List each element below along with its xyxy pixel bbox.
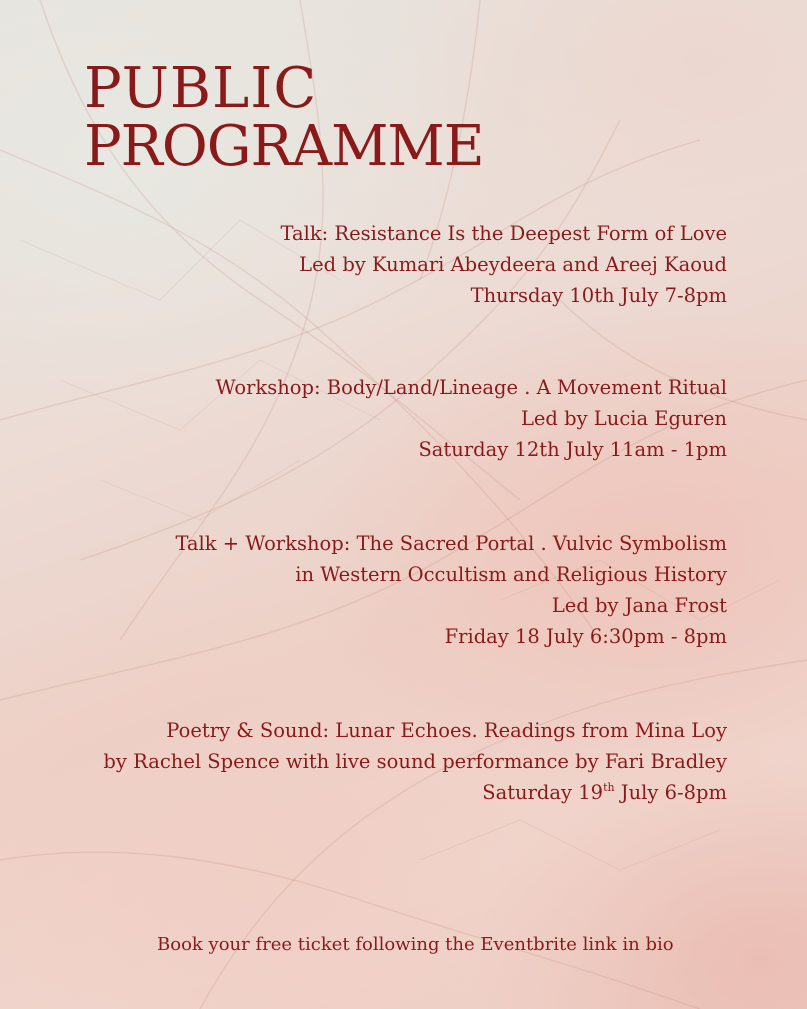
event-sacred-portal: [175, 528, 727, 652]
event-poetry-sound: [103, 715, 727, 808]
title-line-2: PROGRAMME: [84, 114, 484, 179]
event-date-day: Saturday 19: [482, 781, 604, 804]
event-datetime: Saturday 12th July 11am - 1pm: [418, 438, 727, 461]
event-title: Poetry & Sound: Lunar Echoes. Readings from Mina Loy: [166, 719, 727, 742]
event-talk-resistance: [280, 218, 727, 311]
event-title: Talk: Resistance Is the Deepest Form of Love: [280, 222, 727, 245]
event-date-rest: July 6-8pm: [614, 781, 727, 804]
page-title: [84, 56, 484, 179]
event-datetime: Thursday 10th July 7-8pm: [470, 284, 727, 307]
booking-note: Book your free ticket following the Eventbrite link in bio: [157, 934, 674, 955]
event-datetime: [103, 777, 727, 808]
event-title: Workshop: Body/Land/Lineage . A Movement Ritual: [215, 376, 727, 399]
event-leaders: Led by Jana Frost: [551, 594, 727, 617]
event-leaders: by Rachel Spence with live sound performance by Fari Bradley: [103, 750, 727, 773]
event-leaders: Led by Kumari Abeydeera and Areej Kaoud: [299, 253, 727, 276]
title-line-1: PUBLIC: [84, 56, 318, 121]
event-title: Talk + Workshop: The Sacred Portal . Vulvic Symbolism: [175, 532, 727, 555]
event-workshop-movement-ritual: [216, 372, 727, 465]
event-title-cont: in Western Occultism and Religious History: [295, 563, 727, 586]
event-datetime: Friday 18 July 6:30pm - 8pm: [444, 625, 727, 648]
event-leaders: Led by Lucia Eguren: [520, 407, 727, 430]
event-date-suffix: th: [603, 781, 615, 794]
